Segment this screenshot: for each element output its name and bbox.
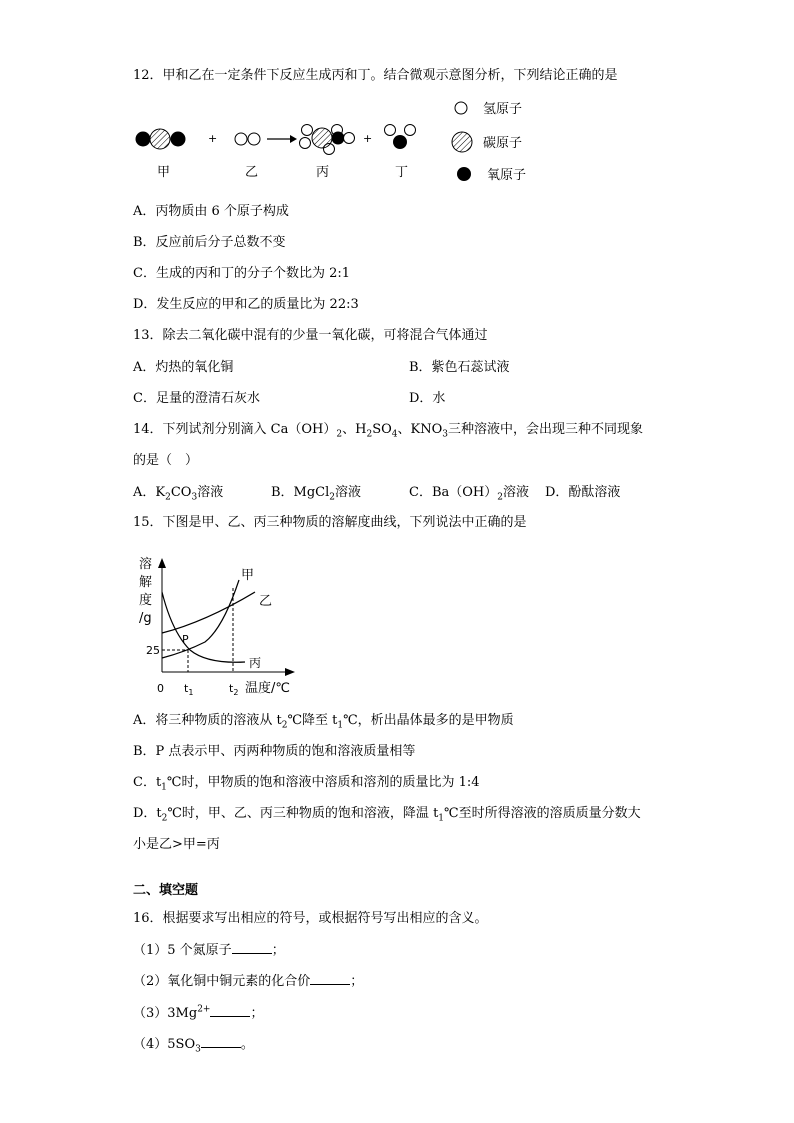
series-label-bing: 丙: [249, 656, 262, 670]
x-tick-t2: $t_2$: [229, 682, 239, 697]
ylabel-char-1: 溶: [139, 557, 153, 572]
q14-stem-line2: 的是（ ）: [133, 453, 199, 468]
q12-option-b: B．反应前后分子总数不变: [133, 235, 286, 250]
q14-option-d: D．酚酞溶液: [545, 485, 621, 500]
ylabel-char-2: 解: [139, 575, 153, 590]
oxygen-atom-icon: [457, 167, 471, 181]
legend-carbon: 碳原子: [483, 136, 523, 151]
q15-option-a: A．将三种物质的溶液从 $t_2℃$降至 $t_1℃$，析出晶体最多的是甲物质: [133, 713, 514, 731]
label-yi: 乙: [245, 165, 259, 180]
curve-yi: [162, 592, 255, 633]
carbon-atom-icon: [452, 132, 472, 152]
answer-blank-1[interactable]: [232, 941, 272, 954]
plus-sign-1: +: [208, 132, 218, 145]
label-jia: 甲: [157, 165, 171, 180]
molecule-ding: [385, 125, 416, 150]
molecule-bing: [300, 125, 355, 155]
ylabel-char-4: /g: [139, 611, 152, 626]
label-bing: 丙: [316, 165, 330, 180]
x-axis-arrow-icon: [285, 668, 295, 676]
legend-oxygen: 氧原子: [487, 168, 527, 183]
q12-option-c: C．生成的丙和丁的分子个数比为 2:1: [133, 266, 351, 281]
q13-stem: 13．除去二氧化碳中混有的少量一氧化碳，可将混合气体通过: [133, 328, 488, 343]
q12-stem: 12．甲和乙在一定条件下反应生成丙和丁。结合微观示意图分析，下列结论正确的是: [133, 68, 618, 83]
q15-option-d-line2: 小是乙>甲=丙: [133, 837, 220, 852]
q15-option-c: C．$t_1℃$时，甲物质的饱和溶液中溶质和溶剂的质量比为 1:4: [133, 775, 480, 793]
hydrogen-atom-icon: [455, 102, 467, 114]
xlabel: 温度/℃: [245, 681, 290, 696]
q13-option-c: C．足量的澄清石灰水: [133, 391, 260, 406]
q15-option-b: B．P 点表示甲、丙两种物质的饱和溶液质量相等: [133, 744, 416, 759]
plus-sign-2: +: [363, 132, 373, 145]
origin-label: 0: [157, 682, 164, 695]
legend: [452, 102, 526, 183]
q13-option-b: B．紫色石蕊试液: [409, 360, 510, 375]
q13-option-a: A．灼热的氧化铜: [133, 360, 234, 375]
q12-option-a: A．丙物质由 6 个原子构成: [133, 204, 289, 219]
q16-item-1: （1）5 个氮原子 ；: [133, 943, 285, 958]
x-tick-t1: $t_1$: [184, 682, 194, 697]
answer-blank-3[interactable]: [210, 1004, 250, 1017]
q15-option-d: D．$t_2℃$时，甲、乙、丙三种物质的饱和溶液，降温 $t_1℃$至时所得溶液的溶质质量分数大: [133, 806, 641, 824]
q14-option-c: C．$Ba(OH)_2$溶液: [409, 485, 529, 503]
series-label-yi: 乙: [259, 594, 273, 609]
q16-stem: 16．根据要求写出相应的符号，或根据符号写出相应的含义。: [133, 911, 488, 926]
q12-reaction-diagram: [125, 96, 545, 186]
y-tick-25: 25: [146, 644, 160, 657]
section-title: 二、填空题: [133, 883, 199, 898]
curve-jia: [162, 580, 239, 658]
q16-item-3: $(3)3Mg^{2+}$ ；: [133, 1004, 264, 1021]
solubility-chart: [135, 550, 315, 700]
q16-item-4: $(4)5SO_3$ 。: [133, 1037, 254, 1055]
q15-stem: 15．下图是甲、乙、丙三种物质的溶解度曲线，下列说法中正确的是: [133, 515, 527, 530]
molecule-yi: [235, 133, 260, 145]
molecule-jia: [136, 129, 186, 149]
q14-stem: 14．下列试剂分别滴入 $Ca(OH)_2$、$H_2SO_4$、$KNO_3$三种溶液中，会出现三种不同现象: [133, 422, 643, 440]
q12-option-d: D．发生反应的甲和乙的质量比为 22:3: [133, 297, 359, 312]
q14-option-b: B．MgCl$_2$溶液: [271, 485, 362, 503]
legend-hydrogen: 氢原子: [483, 102, 523, 117]
q16-item-2: （2）氧化铜中铜元素的化合价 ；: [133, 974, 364, 989]
curve-bing: [162, 592, 245, 662]
ylabel-char-3: 度: [139, 593, 153, 608]
q13-option-d: D．水: [409, 391, 446, 406]
answer-blank-2[interactable]: [310, 972, 350, 985]
answer-blank-4[interactable]: [201, 1035, 241, 1048]
reaction-arrow-icon: [267, 135, 297, 143]
q14-option-a: A．$K_2CO_3$溶液: [133, 485, 224, 503]
y-axis-arrow-icon: [158, 558, 166, 568]
point-p-label: P: [182, 633, 189, 646]
label-ding: 丁: [395, 165, 409, 180]
series-label-jia: 甲: [241, 568, 255, 583]
